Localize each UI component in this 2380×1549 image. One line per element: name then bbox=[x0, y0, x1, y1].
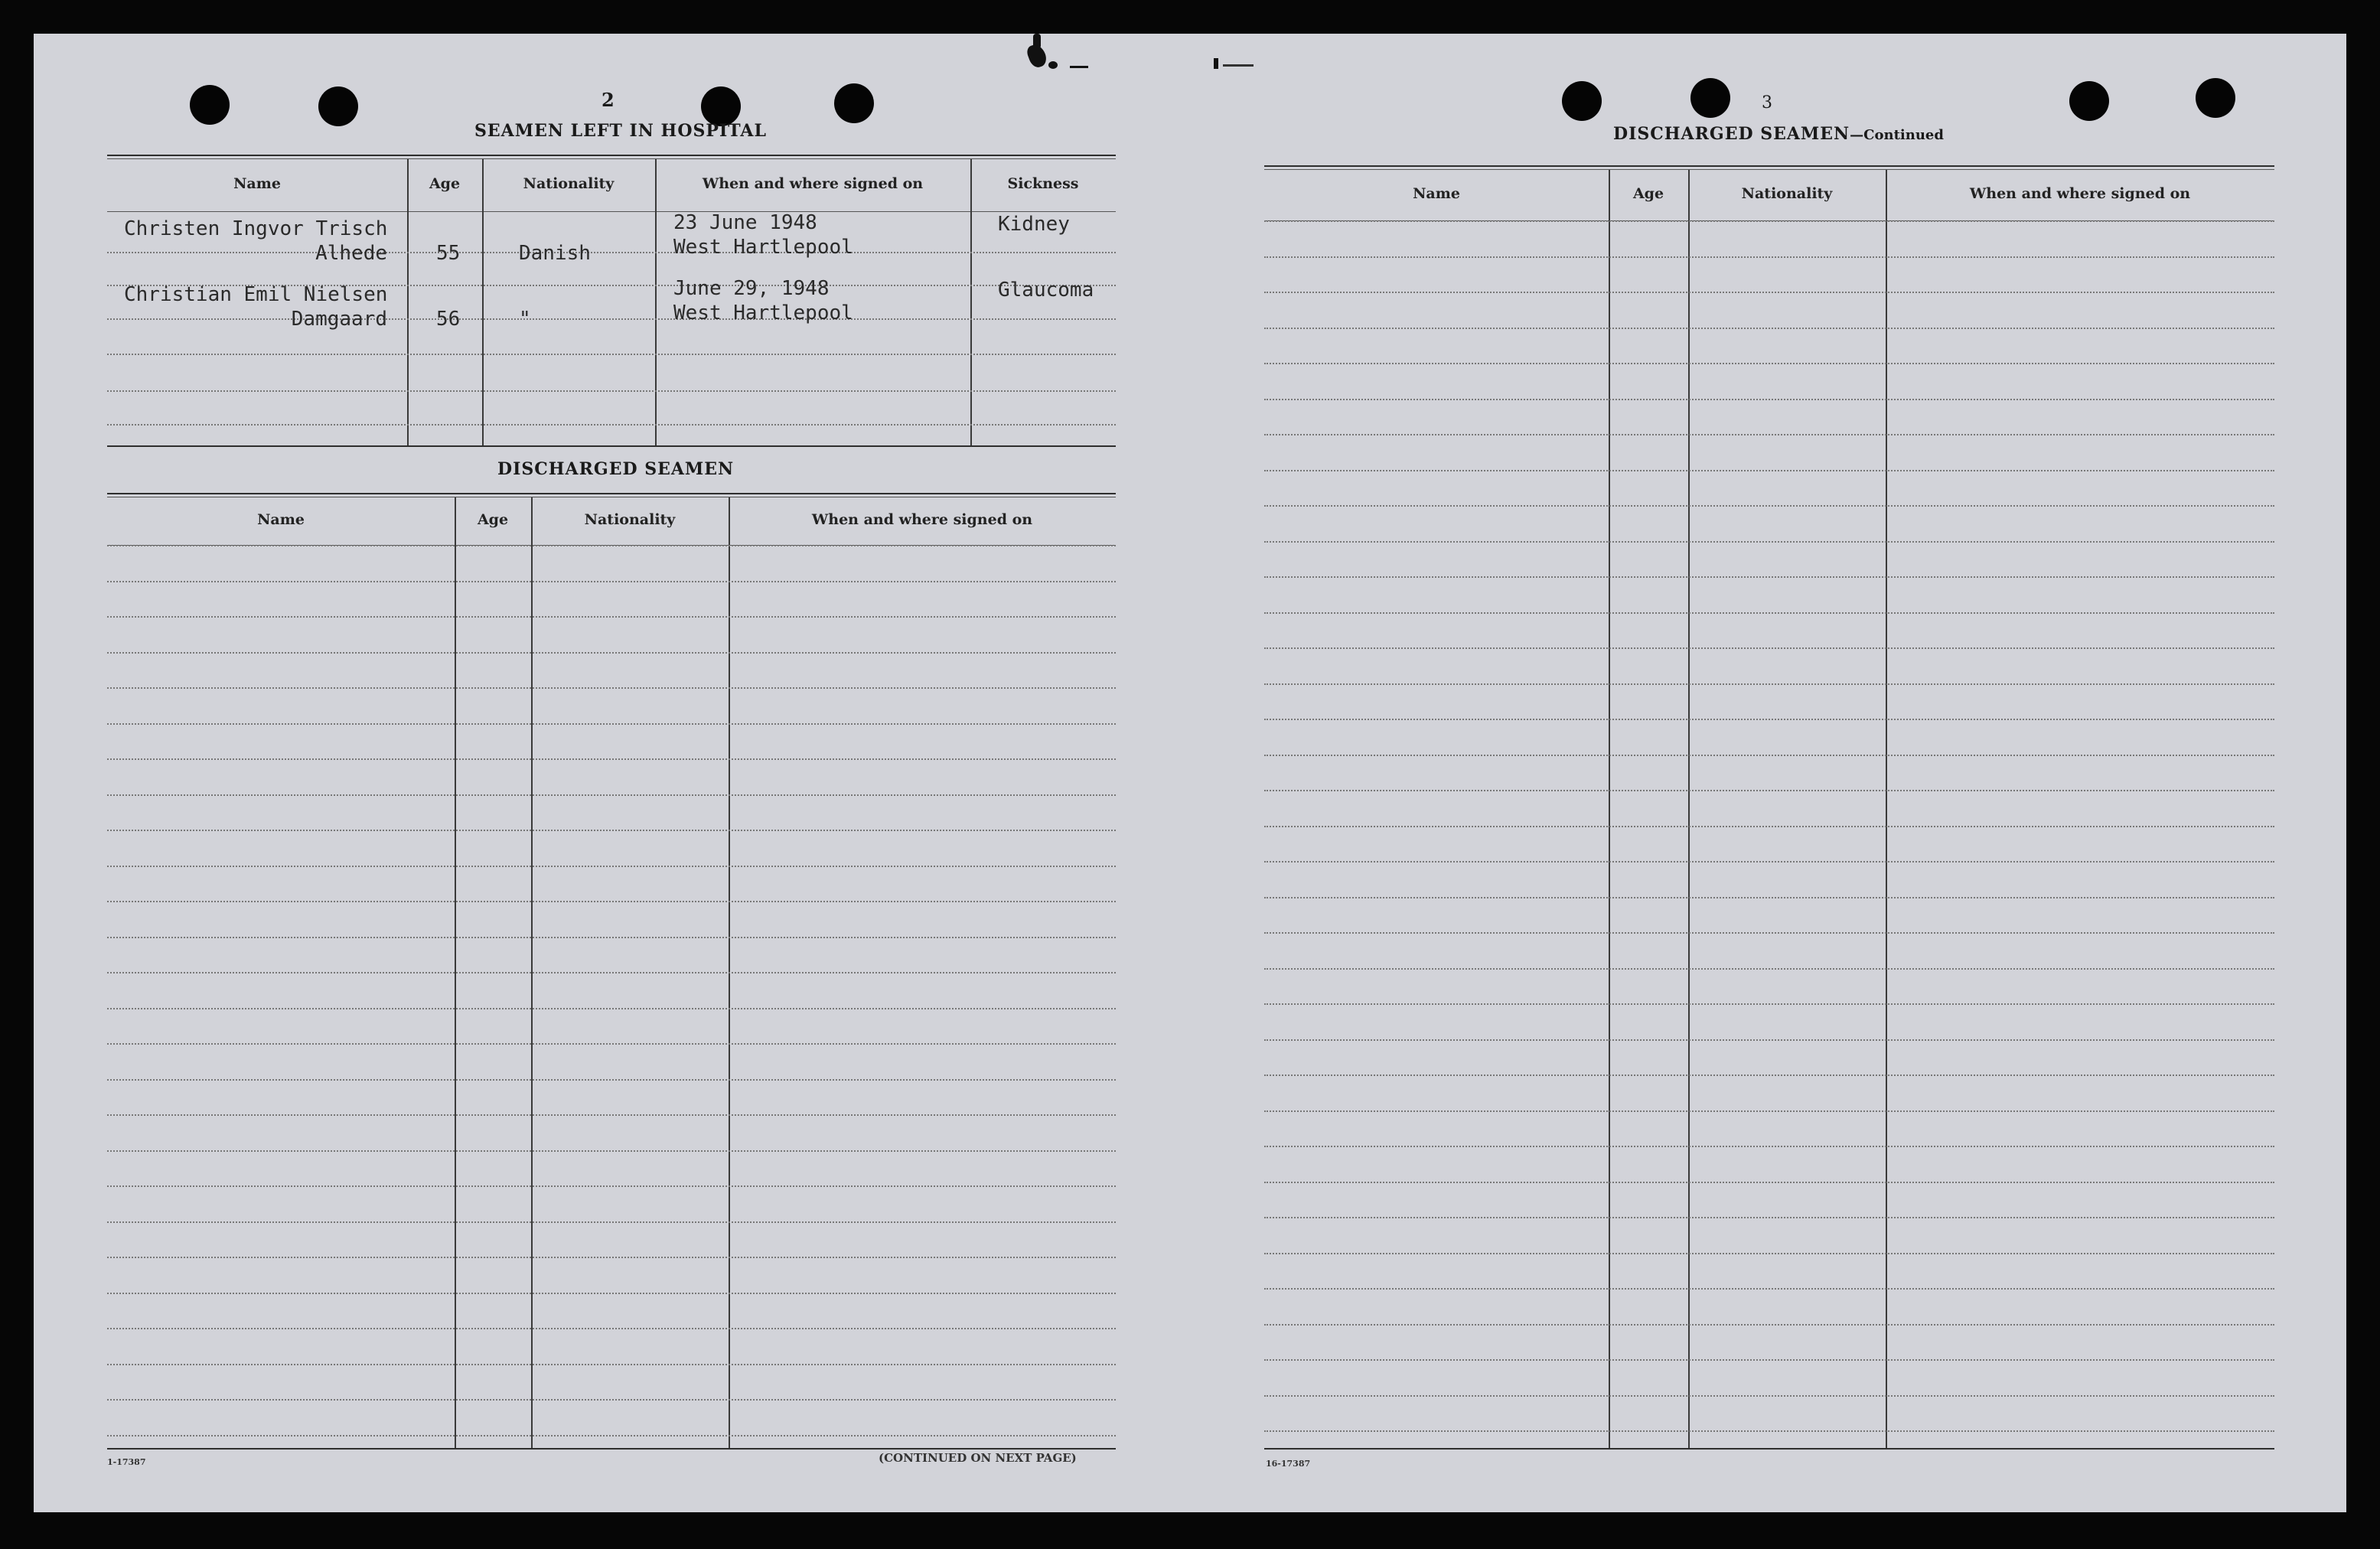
continued-note: (CONTINUED ON NEXT PAGE) bbox=[879, 1451, 1077, 1465]
table-bottom-rule bbox=[107, 445, 1116, 447]
punch-hole bbox=[2069, 81, 2109, 121]
row-rule bbox=[1264, 897, 2274, 898]
table-top-rule bbox=[107, 493, 1116, 494]
row-rule bbox=[107, 1435, 1116, 1436]
table-bottom-rule bbox=[107, 1448, 1116, 1450]
row-rule bbox=[107, 318, 1116, 320]
column-header: Nationality bbox=[1741, 185, 1833, 202]
continued-title-suffix: —Continued bbox=[1850, 127, 1944, 143]
row-rule bbox=[107, 901, 1116, 902]
entry-name: Christian Emil Nielsen bbox=[124, 283, 388, 306]
column-divider bbox=[655, 159, 657, 445]
row-rule bbox=[107, 390, 1116, 392]
row-rule bbox=[107, 687, 1116, 689]
row-rule bbox=[1264, 1324, 2274, 1326]
row-rule bbox=[107, 972, 1116, 973]
table-top-rule bbox=[1264, 165, 2274, 167]
document-sheet bbox=[34, 34, 2346, 1512]
ink-mark bbox=[1070, 66, 1088, 68]
page-number: 2 bbox=[602, 89, 615, 111]
entry-signed-date: June 29, 1948 bbox=[673, 277, 830, 300]
row-rule bbox=[107, 866, 1116, 867]
row-rule bbox=[1264, 328, 2274, 329]
discharged-section-title: DISCHARGED SEAMEN bbox=[497, 459, 735, 479]
column-divider bbox=[970, 159, 972, 445]
row-rule bbox=[1264, 1146, 2274, 1147]
row-rule bbox=[1264, 968, 2274, 970]
column-header: Name bbox=[1413, 185, 1460, 202]
row-rule bbox=[1264, 1039, 2274, 1041]
row-rule bbox=[107, 794, 1116, 796]
page-number: 3 bbox=[1762, 93, 1772, 113]
row-rule bbox=[1264, 861, 2274, 863]
row-rule bbox=[1264, 1430, 2274, 1432]
row-rule bbox=[107, 1364, 1116, 1365]
hospital-section-title: SEAMEN LEFT IN HOSPITAL bbox=[474, 121, 767, 141]
entry-nationality: Danish bbox=[519, 242, 591, 265]
row-rule bbox=[1264, 790, 2274, 791]
row-rule bbox=[1264, 434, 2274, 435]
row-rule bbox=[1264, 719, 2274, 720]
row-rule bbox=[107, 424, 1116, 426]
column-header: Nationality bbox=[584, 511, 676, 528]
punch-hole bbox=[2196, 78, 2235, 118]
row-rule bbox=[1264, 1075, 2274, 1076]
entry-signed-place: West Hartlepool bbox=[673, 236, 853, 259]
row-rule bbox=[1264, 399, 2274, 400]
row-rule bbox=[107, 1221, 1116, 1223]
column-divider bbox=[1688, 170, 1690, 1448]
row-rule bbox=[1264, 647, 2274, 649]
punch-hole bbox=[1690, 78, 1730, 118]
column-divider bbox=[1609, 170, 1610, 1448]
column-header: Name bbox=[257, 511, 305, 528]
header-rule bbox=[107, 211, 1116, 212]
row-rule bbox=[107, 1150, 1116, 1152]
row-rule bbox=[1264, 932, 2274, 934]
column-header: When and where signed on bbox=[811, 511, 1033, 528]
continued-section-title bbox=[1613, 124, 1944, 144]
form-number: 16-17387 bbox=[1266, 1459, 1311, 1469]
row-rule bbox=[107, 1185, 1116, 1187]
row-rule bbox=[107, 937, 1116, 938]
column-header: Age bbox=[429, 175, 461, 192]
row-rule bbox=[107, 1328, 1116, 1329]
table-top-rule bbox=[107, 155, 1116, 156]
ink-mark bbox=[1223, 64, 1254, 67]
punch-hole bbox=[318, 86, 358, 126]
row-rule bbox=[1264, 1182, 2274, 1183]
row-rule bbox=[107, 616, 1116, 618]
row-rule bbox=[107, 830, 1116, 831]
row-rule bbox=[107, 1293, 1116, 1294]
row-rule bbox=[1264, 470, 2274, 471]
form-number: 1-17387 bbox=[107, 1457, 146, 1467]
row-rule bbox=[107, 1008, 1116, 1009]
column-header: Name bbox=[233, 175, 281, 192]
punch-hole bbox=[190, 85, 230, 125]
entry-name-line2: Alhede bbox=[315, 242, 387, 265]
column-header: When and where signed on bbox=[702, 175, 924, 192]
row-rule bbox=[1264, 1359, 2274, 1361]
ink-mark bbox=[1048, 61, 1058, 69]
row-rule bbox=[107, 723, 1116, 725]
row-rule bbox=[1264, 612, 2274, 614]
row-rule bbox=[1264, 363, 2274, 364]
row-rule bbox=[1264, 1253, 2274, 1254]
row-rule bbox=[1264, 505, 2274, 507]
entry-age: 56 bbox=[436, 308, 461, 331]
ink-mark bbox=[1214, 58, 1218, 69]
column-header: Age bbox=[1632, 185, 1664, 202]
punch-hole bbox=[834, 83, 874, 123]
row-rule bbox=[107, 581, 1116, 582]
row-rule bbox=[107, 1079, 1116, 1081]
entry-signed-place: West Hartlepool bbox=[673, 302, 853, 324]
entry-sickness: Glaucoma bbox=[998, 279, 1094, 302]
row-rule bbox=[107, 1043, 1116, 1045]
row-rule bbox=[1264, 220, 2274, 222]
row-rule bbox=[1264, 1003, 2274, 1005]
row-rule bbox=[1264, 576, 2274, 578]
row-rule bbox=[107, 758, 1116, 760]
entry-signed-date: 23 June 1948 bbox=[673, 211, 817, 234]
continued-title-main: DISCHARGED SEAMEN bbox=[1613, 124, 1850, 144]
column-header: Sickness bbox=[1007, 175, 1079, 192]
row-rule bbox=[107, 252, 1116, 253]
entry-sickness: Kidney bbox=[998, 213, 1070, 236]
row-rule bbox=[1264, 292, 2274, 293]
row-rule bbox=[1264, 541, 2274, 543]
entry-name: Christen Ingvor Trisch bbox=[124, 217, 388, 240]
row-rule bbox=[1264, 256, 2274, 258]
ink-mark bbox=[1025, 42, 1049, 70]
column-divider bbox=[1886, 170, 1887, 1448]
column-divider bbox=[407, 159, 409, 445]
row-rule bbox=[1264, 1217, 2274, 1218]
entry-nationality: " bbox=[519, 308, 531, 331]
row-rule bbox=[107, 545, 1116, 546]
table-bottom-rule bbox=[1264, 1448, 2274, 1450]
row-rule bbox=[1264, 826, 2274, 827]
row-rule bbox=[1264, 1110, 2274, 1112]
table-top-rule bbox=[107, 158, 1116, 159]
row-rule bbox=[1264, 755, 2274, 756]
table-top-rule bbox=[1264, 169, 2274, 170]
column-header: Nationality bbox=[523, 175, 615, 192]
row-rule bbox=[1264, 683, 2274, 685]
entry-age: 55 bbox=[436, 242, 461, 265]
row-rule bbox=[107, 354, 1116, 355]
row-rule bbox=[107, 1257, 1116, 1258]
punch-hole bbox=[1562, 81, 1602, 121]
row-rule bbox=[1264, 1395, 2274, 1397]
row-rule bbox=[107, 1114, 1116, 1116]
row-rule bbox=[107, 652, 1116, 654]
column-header: When and where signed on bbox=[1969, 185, 2191, 202]
entry-name-line2: Damgaard bbox=[291, 308, 387, 331]
row-rule bbox=[107, 1399, 1116, 1401]
column-header: Age bbox=[477, 511, 509, 528]
row-rule bbox=[1264, 1288, 2274, 1290]
column-divider bbox=[482, 159, 484, 445]
